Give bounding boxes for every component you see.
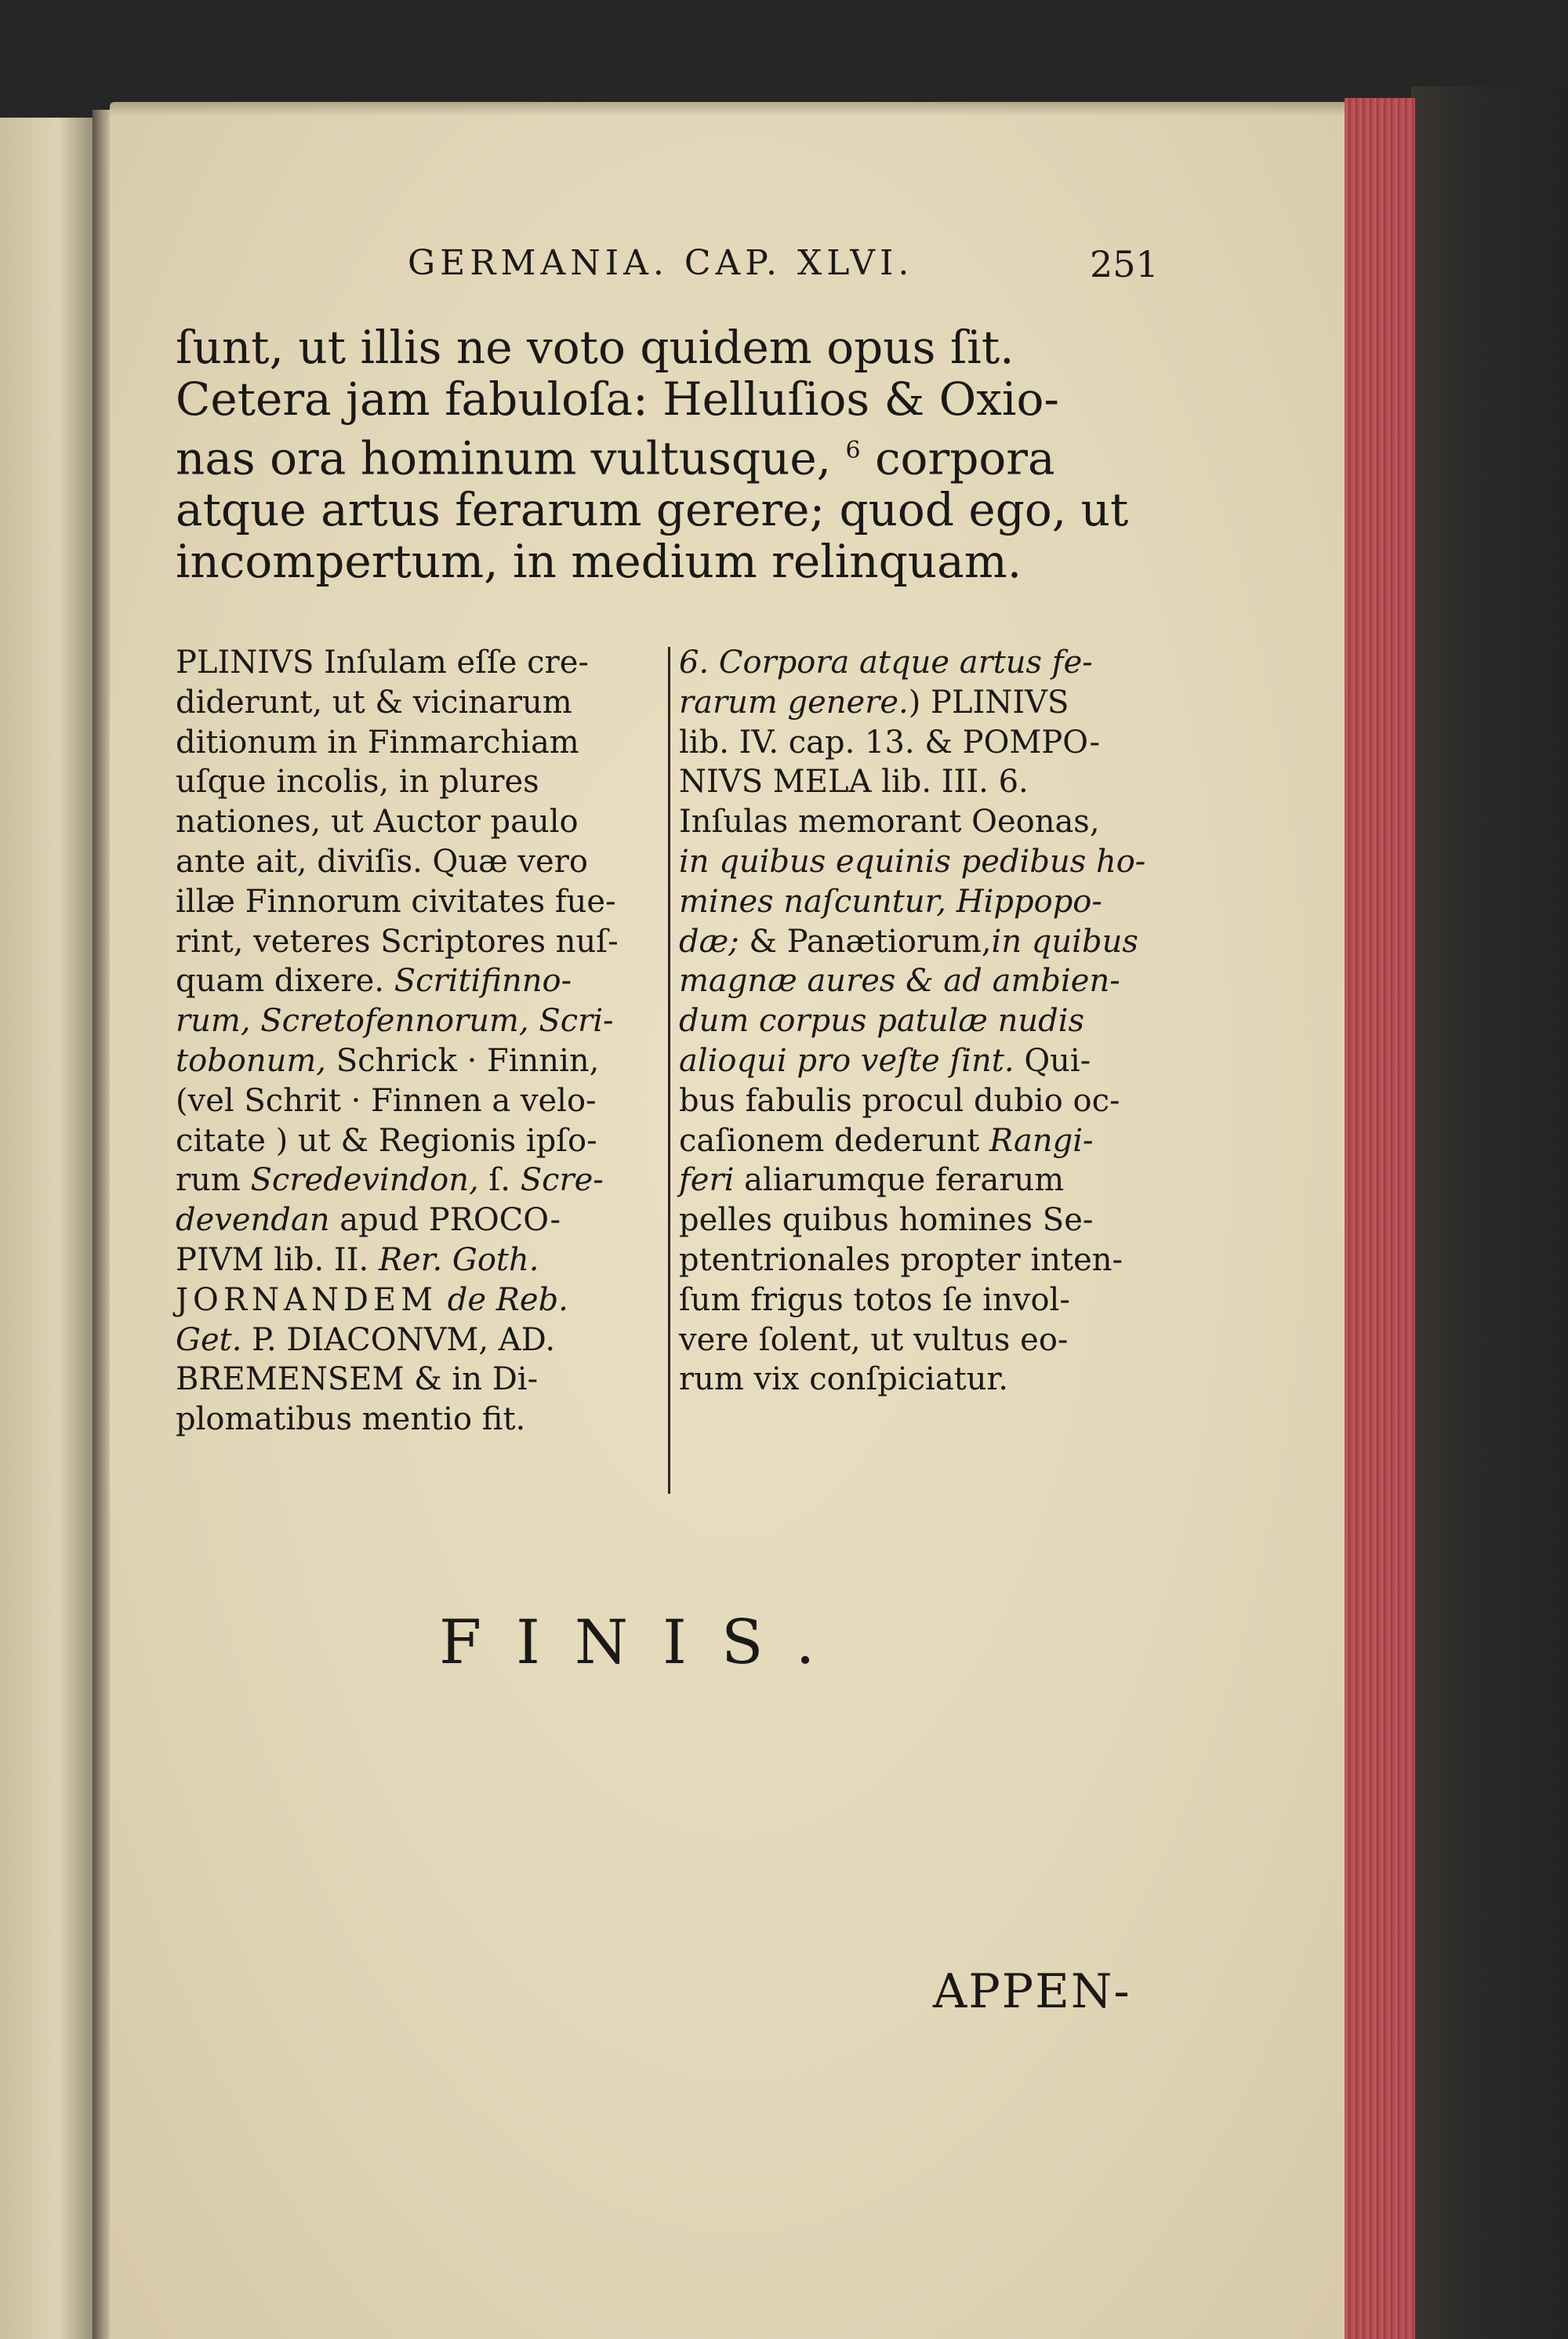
- note-line: lib. IV. cap. 13. & POMPO-: [679, 724, 1101, 761]
- note-line: [679, 683, 1165, 723]
- main-line: Cetera jam fabuloſa: Helluſios & Oxio-: [176, 372, 1059, 426]
- note-line: vere ſolent, ut vultus eo-: [679, 1321, 1069, 1358]
- note-line: dum corpus patulæ nudis: [679, 1003, 1085, 1040]
- main-line-text: corpora: [875, 431, 1055, 485]
- note-smallcaps: JORNANDEM: [176, 1281, 438, 1318]
- note-line: bus fabulis procul dubio oc-: [679, 1082, 1120, 1119]
- note-italic: Rangi-: [989, 1122, 1094, 1159]
- note-line: [679, 1041, 1165, 1081]
- note-text: & Panætiorum,: [749, 923, 992, 960]
- note-italic: tobonum,: [176, 1042, 327, 1079]
- note-blackletter: Schrit · Finnen: [244, 1082, 482, 1119]
- note-line: 6. Corpora atque artus fe-: [679, 645, 1093, 681]
- note-line: rint, veteres Scriptores nuſ-: [176, 923, 619, 960]
- right-note-column: [679, 643, 1165, 1400]
- note-line: BREMENSEM & in Di-: [176, 1361, 539, 1398]
- note-italic: Rer. Goth.: [378, 1241, 539, 1278]
- note-line: illæ Finnorum civitates fue-: [176, 883, 616, 920]
- note-line: uſque incolis, in plures: [176, 764, 539, 801]
- note-line: [679, 1160, 1165, 1200]
- note-line: [176, 1240, 646, 1280]
- note-line: PLINIVS Inſulam eſſe cre-: [176, 645, 589, 681]
- note-italic: in quibus: [991, 923, 1138, 960]
- red-page-edges: [1345, 98, 1415, 2339]
- note-italic: de Reb.: [447, 1281, 568, 1318]
- left-page-edge: [0, 118, 98, 2339]
- finis-heading: FINIS.: [439, 1607, 850, 1678]
- note-line: [679, 1121, 1165, 1161]
- note-text: a velo-: [492, 1082, 597, 1119]
- main-text-block: [176, 321, 1163, 587]
- note-text: quam dixere.: [176, 963, 384, 1000]
- note-line: mines naſcuntur, Hippopo-: [679, 883, 1102, 920]
- note-line: in quibus equinis pedibus ho-: [679, 843, 1146, 880]
- note-blackletter: Schrick · Finnin,: [336, 1042, 600, 1079]
- note-line: [679, 922, 1165, 962]
- main-line-text: nas ora hominum vultusque,: [176, 431, 832, 485]
- note-italic: Get.: [176, 1321, 242, 1358]
- note-line: [176, 1200, 646, 1240]
- note-line: ſum frigus totos ſe invol-: [679, 1281, 1070, 1318]
- note-line: ptentrionales propter inten-: [679, 1241, 1123, 1278]
- note-line: rum, Scretofennorum, Scri-: [176, 1003, 614, 1040]
- note-italic: devendan: [176, 1202, 330, 1239]
- left-note-column: [176, 643, 646, 1440]
- note-line: ante ait, diviſis. Quæ vero: [176, 843, 588, 880]
- note-italic: feri: [679, 1162, 735, 1199]
- note-italic: Scredevindon,: [250, 1162, 479, 1199]
- note-line: [176, 1160, 646, 1200]
- note-line: [176, 1320, 646, 1360]
- note-line: ditionum in Finmarchiam: [176, 724, 579, 761]
- note-text: ſ.: [488, 1162, 510, 1199]
- main-line: atque artus ferarum gerere; quod ego, ut: [176, 483, 1129, 537]
- main-line: [176, 425, 1163, 484]
- note-line: [176, 961, 646, 1001]
- page-top-shadow: [110, 102, 1364, 116]
- note-text: ) PLINIVS: [908, 684, 1069, 721]
- running-title: GERMANIA. CAP. XLVI.: [408, 243, 914, 283]
- note-line: rum vix conſpiciatur.: [679, 1361, 1008, 1398]
- note-italic: rarum genere.: [679, 684, 909, 721]
- note-italic: dæ;: [679, 923, 739, 960]
- note-italic: Scritifinno-: [394, 963, 572, 1000]
- note-text: PIVM lib. II.: [176, 1241, 369, 1278]
- note-line: nationes, ut Auctor paulo: [176, 804, 579, 841]
- main-line: incompertum, in medium relinquam.: [176, 535, 1022, 589]
- note-line: diderunt, ut & vicinarum: [176, 684, 572, 721]
- note-text: aliarumque ferarum: [744, 1162, 1065, 1199]
- note-text: P. DIACONVM, AD.: [252, 1321, 556, 1358]
- note-line: citate ) ut & Regionis ipſo-: [176, 1122, 597, 1159]
- note-line: plomatibus mentio fit.: [176, 1401, 526, 1438]
- note-line: [176, 1041, 646, 1081]
- note-line: [176, 1280, 646, 1320]
- note-line: pelles quibus homines Se-: [679, 1202, 1094, 1239]
- note-text: (vel: [176, 1082, 234, 1119]
- page-number: 251: [1090, 243, 1159, 285]
- note-text: apud PROCO-: [339, 1202, 561, 1239]
- note-line: magnæ aures & ad ambien-: [679, 963, 1120, 1000]
- note-text: caſionem dederunt: [679, 1122, 980, 1159]
- book-cover-edge: [1411, 86, 1568, 2339]
- column-divider: [668, 647, 670, 1494]
- note-line: NIVS MELA lib. III. 6.: [679, 764, 1029, 801]
- note-line: Inſulas memorant Oeonas,: [679, 804, 1100, 841]
- note-italic: Scre-: [520, 1162, 604, 1199]
- note-italic: alioqui pro veſte ſint.: [679, 1042, 1014, 1079]
- note-text: Qui-: [1024, 1042, 1091, 1079]
- catchword: APPEN-: [933, 1964, 1131, 2019]
- main-line: ſunt, ut illis ne voto quidem opus ſit.: [176, 321, 1014, 374]
- note-text: rum: [176, 1162, 241, 1199]
- footnote-marker: 6: [845, 437, 861, 464]
- note-line: [176, 1081, 646, 1121]
